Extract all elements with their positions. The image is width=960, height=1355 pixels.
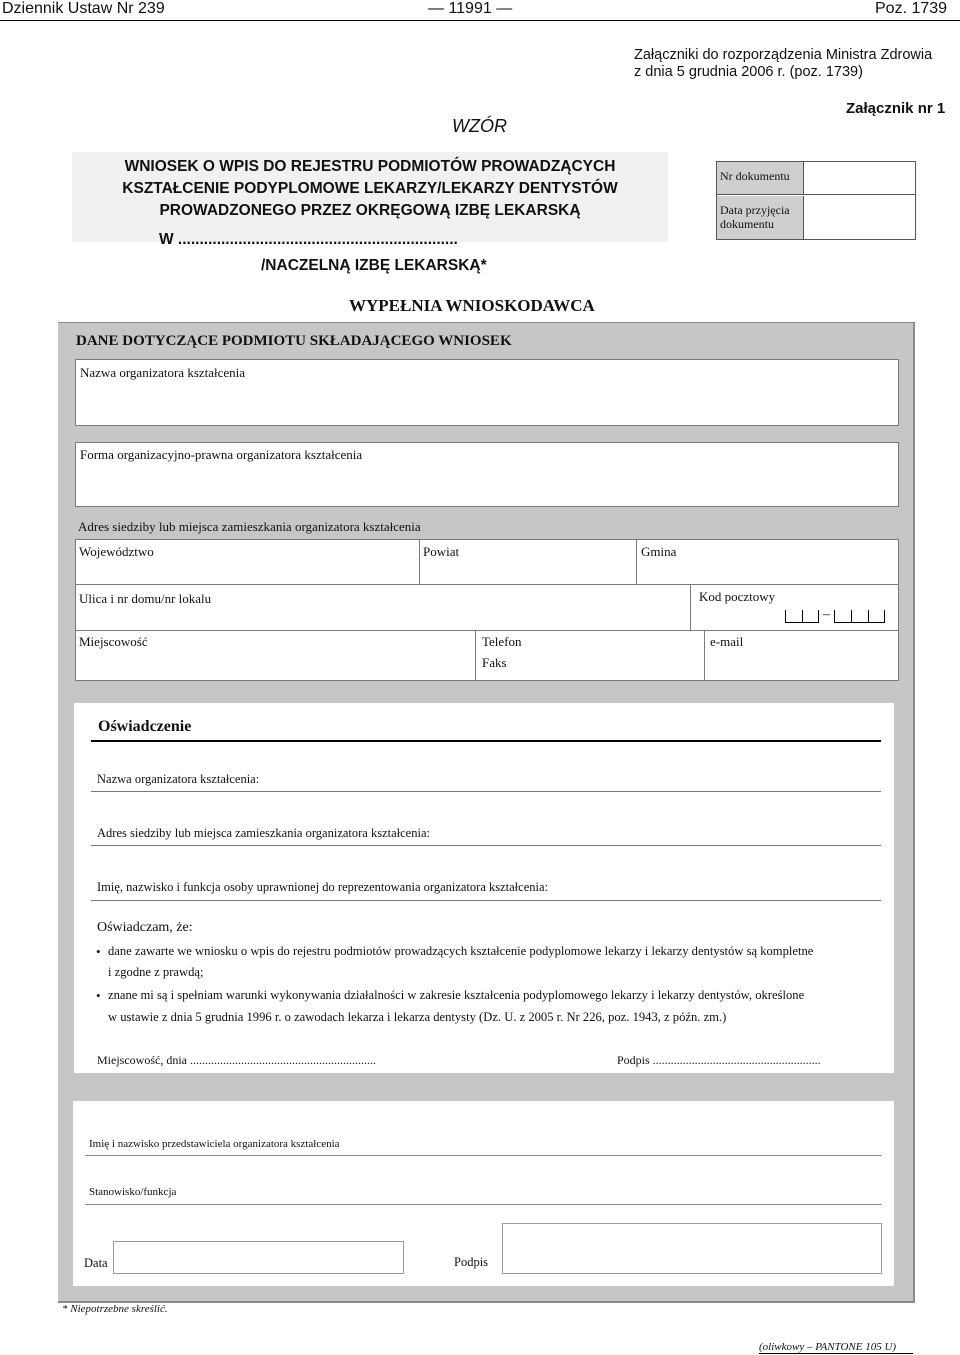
representative-date-label: Data	[84, 1256, 108, 1270]
postal-digit-box[interactable]	[834, 610, 851, 623]
color-note: (oliwkowy – PANTONE 105 U)	[759, 1341, 897, 1353]
postal-code-label: Kod pocztowy	[699, 589, 776, 604]
journal-title: Dziennik Ustaw Nr 239	[2, 0, 165, 17]
statement-heading-rule	[91, 740, 881, 742]
statement-address-label: Adres siedziby lub miejsca zamieszkania organizatora kształcenia:	[97, 826, 430, 840]
legal-form-label: Forma organizacyjno-prawna organizatora kształcenia	[80, 447, 363, 462]
bullet-2-mark: •	[96, 988, 101, 1003]
receipt-date-label	[717, 196, 803, 239]
receipt-date-label-line1: Data przyjęcia	[720, 203, 790, 217]
statement-address-line[interactable]	[91, 845, 881, 846]
postal-digit-box[interactable]	[785, 610, 802, 623]
bullet-1-line2: i zgodne z prawdą;	[108, 965, 204, 979]
postal-digit-box[interactable]	[868, 610, 885, 623]
statement-heading: Oświadczenie	[98, 718, 192, 735]
representative-name-label: Imię i nazwisko przedstawiciela organizatora kształcenia	[89, 1138, 340, 1150]
email-label: e-mail	[710, 634, 744, 649]
document-registration-box	[716, 161, 916, 240]
document-number-field[interactable]	[803, 162, 915, 195]
bullet-1-line1: dane zawarte we wniosku o wpis do rejestru podmiotów prowadzących kształcenie podyplomowe lekarzy i lekarzy dentystów są kompletne	[108, 944, 814, 958]
form-title-line3: PROWADZONEGO PRZEZ OKRĘGOWĄ IZBĘ LEKARSKĄ	[159, 202, 581, 219]
bullet-2-line1: znane mi są i spełniam warunki wykonywania działalności w zakresie kształcenia podyplomowego lekarzy i lekarzy dentystów, określone	[108, 988, 805, 1002]
annex-number: Załącznik nr 1	[846, 100, 946, 117]
form-title-line4: W .................................................................	[159, 231, 458, 248]
footnote: * Niepotrzebne skreślić.	[62, 1303, 168, 1315]
form-title-line1: WNIOSEK O WPIS DO REJESTRU PODMIOTÓW PROWADZĄCYCH	[124, 158, 616, 175]
statement-representative-label: Imię, nazwisko i funkcja osoby uprawnionej do reprezentowania organizatora kształcenia:	[97, 880, 548, 894]
form-title-line5: /NACZELNĄ IZBĘ LEKARSKĄ*	[261, 257, 487, 274]
organizer-name-label: Nazwa organizatora kształcenia	[80, 365, 246, 380]
commune-label: Gmina	[641, 544, 677, 559]
receipt-date-label-line2: dokumentu	[720, 217, 774, 231]
receipt-date-field[interactable]	[803, 196, 915, 239]
postal-dash: –	[823, 607, 830, 622]
phone-label: Telefon	[482, 634, 522, 649]
voivodeship-label: Województwo	[79, 544, 154, 559]
statement-declare: Oświadczam, że:	[97, 920, 193, 935]
statement-signature[interactable]: Podpis ........................................................	[617, 1053, 821, 1067]
representative-name-line[interactable]	[85, 1155, 882, 1156]
annex-note-line1: Załączniki do rozporządzenia Ministra Zdrowia	[634, 47, 933, 63]
street-label: Ulica i nr domu/nr lokalu	[79, 591, 212, 606]
color-note-underline	[759, 1353, 913, 1354]
wzor-label: WZÓR	[452, 116, 507, 136]
representative-date-field[interactable]	[113, 1241, 404, 1274]
postal-digit-box[interactable]	[851, 610, 868, 623]
representative-signature-label: Podpis	[454, 1255, 489, 1269]
position-number: Poz. 1739	[875, 0, 948, 17]
statement-name-label: Nazwa organizatora kształcenia:	[97, 772, 260, 786]
representative-position-label: Stanowisko/funkcja	[89, 1186, 177, 1198]
annex-note-line2: z dnia 5 grudnia 2006 r. (poz. 1739)	[634, 64, 863, 80]
document-number-label: Nr dokumentu	[717, 162, 803, 195]
bullet-2-line2: w ustawie z dnia 5 grudnia 1996 r. o zawodach lekarza i lekarza dentysty (Dz. U. z 2005 r. Nr 226, poz. 1943, z późn. zm.)	[108, 1010, 727, 1024]
city-label: Miejscowość	[79, 634, 148, 649]
postal-digit-box[interactable]	[802, 610, 819, 623]
representative-signature-field[interactable]	[502, 1223, 882, 1274]
section-heading: DANE DOTYCZĄCE PODMIOTU SKŁADAJĄCEGO WNIOSEK	[76, 333, 512, 349]
statement-name-line[interactable]	[91, 791, 881, 792]
address-label: Adres siedziby lub miejsca zamieszkania organizatora kształcenia	[78, 519, 421, 534]
fax-label: Faks	[482, 655, 507, 670]
fill-note: WYPEŁNIA WNIOSKODAWCA	[349, 296, 595, 315]
county-label: Powiat	[423, 544, 460, 559]
statement-representative-line[interactable]	[91, 900, 881, 901]
representative-position-line[interactable]	[85, 1204, 882, 1205]
page-number: — 11991 —	[428, 0, 513, 17]
header-rule	[0, 20, 960, 21]
form-title-line2: KSZTAŁCENIE PODYPLOMOWE LEKARZY/LEKARZY DENTYSTÓW	[122, 180, 618, 197]
bullet-1-mark: •	[96, 944, 101, 959]
statement-place-date[interactable]: Miejscowość, dnia ..............................................................	[97, 1053, 376, 1067]
